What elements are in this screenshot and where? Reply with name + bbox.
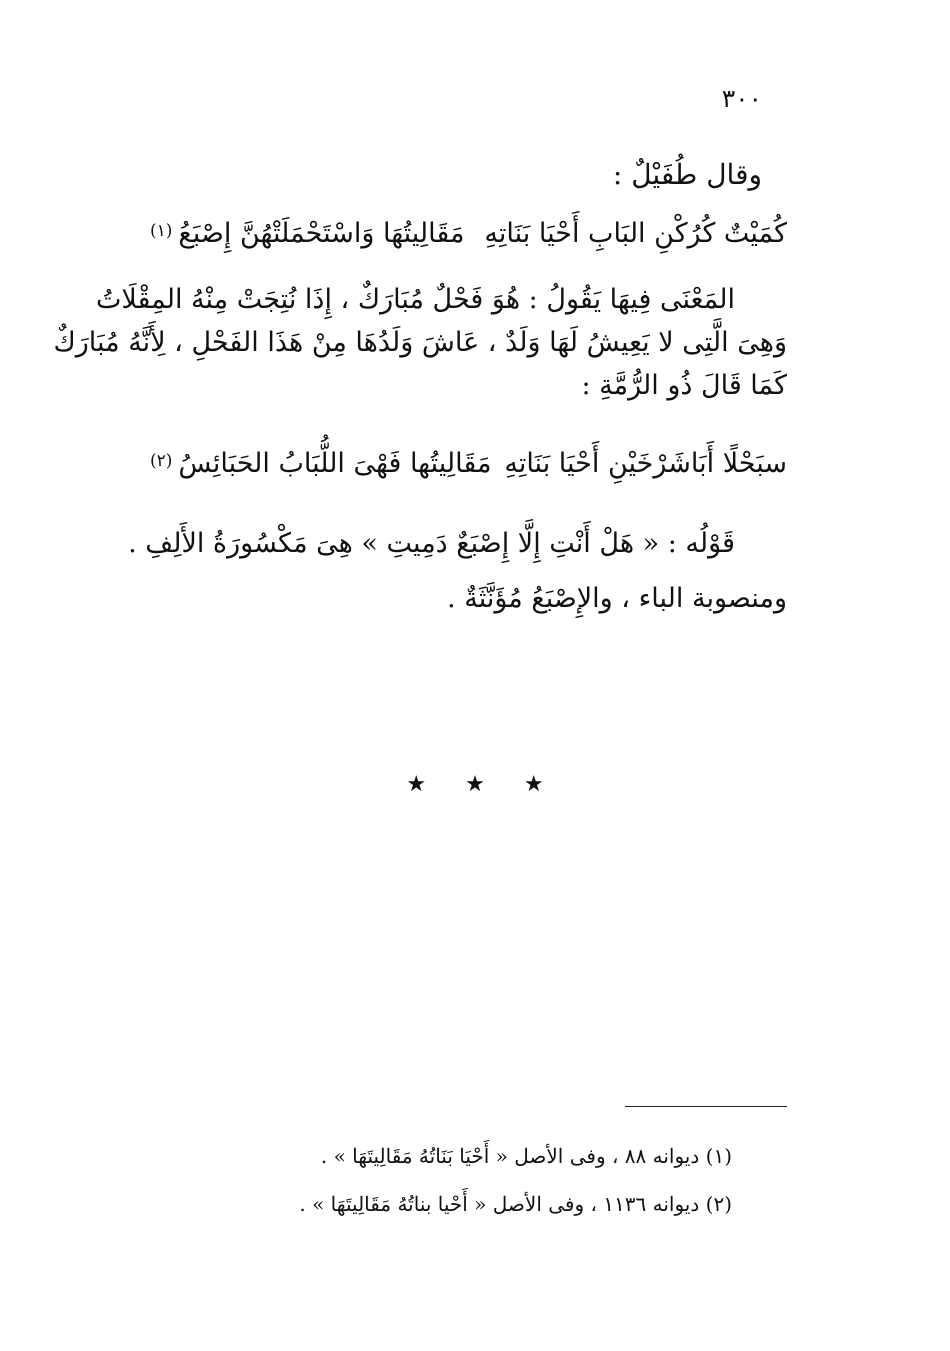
footnote: (١) ديوانه ٨٨ ، وفى الأصل « أَحْيَا بَنَاتُهُ مَقَالِيتَهَا » . (320, 1144, 732, 1168)
commentary-paragraph (53, 278, 787, 407)
verse-introduction: وقال طُفَيْلٌ : (612, 158, 762, 191)
second-hemistich-with-note (150, 218, 465, 249)
footnote-marker: (٢) (150, 451, 173, 471)
footnote: (٢) ديوانه ١١٣٦ ، وفى الأصل « أَحْيا بناتُهُ مَقَالِيتَهَا » . (299, 1192, 732, 1216)
paragraph-line: وَهِىَ الَّتِى لا يَعِيشُ لَهَا وَلَدٌ ، عَاشَ وَلَدُهَا مِنْ هَذَا الفَحْلِ ، لِأَنَّهُ مُبَارَكٌ (53, 327, 787, 358)
footnotes (299, 1140, 732, 1236)
paragraph-line: قَوْلُه : « هَلْ أَنْتِ إِلَّا إِصْبَعٌ دَمِيتِ » هِىَ مَكْسُورَةُ الأَلِفِ . (128, 528, 735, 559)
paragraph-line: كَمَا قَالَ ذُو الرُّمَّةِ : (581, 370, 787, 401)
second-hemistich: مَقَالِيتُهَا وَاسْتَحْمَلَتْهُنَّ إِصْبَعُ (178, 218, 465, 249)
poetry-verse (150, 448, 787, 498)
page-number: ٣٠٠ (721, 84, 762, 113)
footnote-marker: (١) (150, 221, 173, 241)
poetry-verse (150, 218, 787, 268)
second-hemistich-with-note (150, 448, 492, 479)
paragraph-line: المَعْنَى فِيهَا يَقُولُ : هُوَ فَحْلٌ مُبَارَكٌ ، إِذَا نُتِجَتْ مِنْهُ المِقْلَاتُ (95, 284, 735, 315)
first-hemistich: سبَحْلًا أَبَاشَرْخَيْنِ أَحْيَا بَنَاتِهِ (504, 448, 787, 479)
section-separator-stars: ★ ★ ★ (406, 772, 560, 797)
footnote-divider (625, 1106, 787, 1107)
paragraph-line: ومنصوبة الباء ، والإِصْبَعُ مُؤَنَّثَةٌ . (447, 583, 787, 614)
commentary-paragraph (128, 516, 787, 626)
first-hemistich: كُمَيْتٌ كُرُكْنِ البَابِ أَحْيَا بَنَاتِهِ (484, 218, 787, 249)
second-hemistich: مَقَالِيتُها فَهْىَ اللُّبَابُ الحَبَائِسُ (178, 448, 492, 479)
